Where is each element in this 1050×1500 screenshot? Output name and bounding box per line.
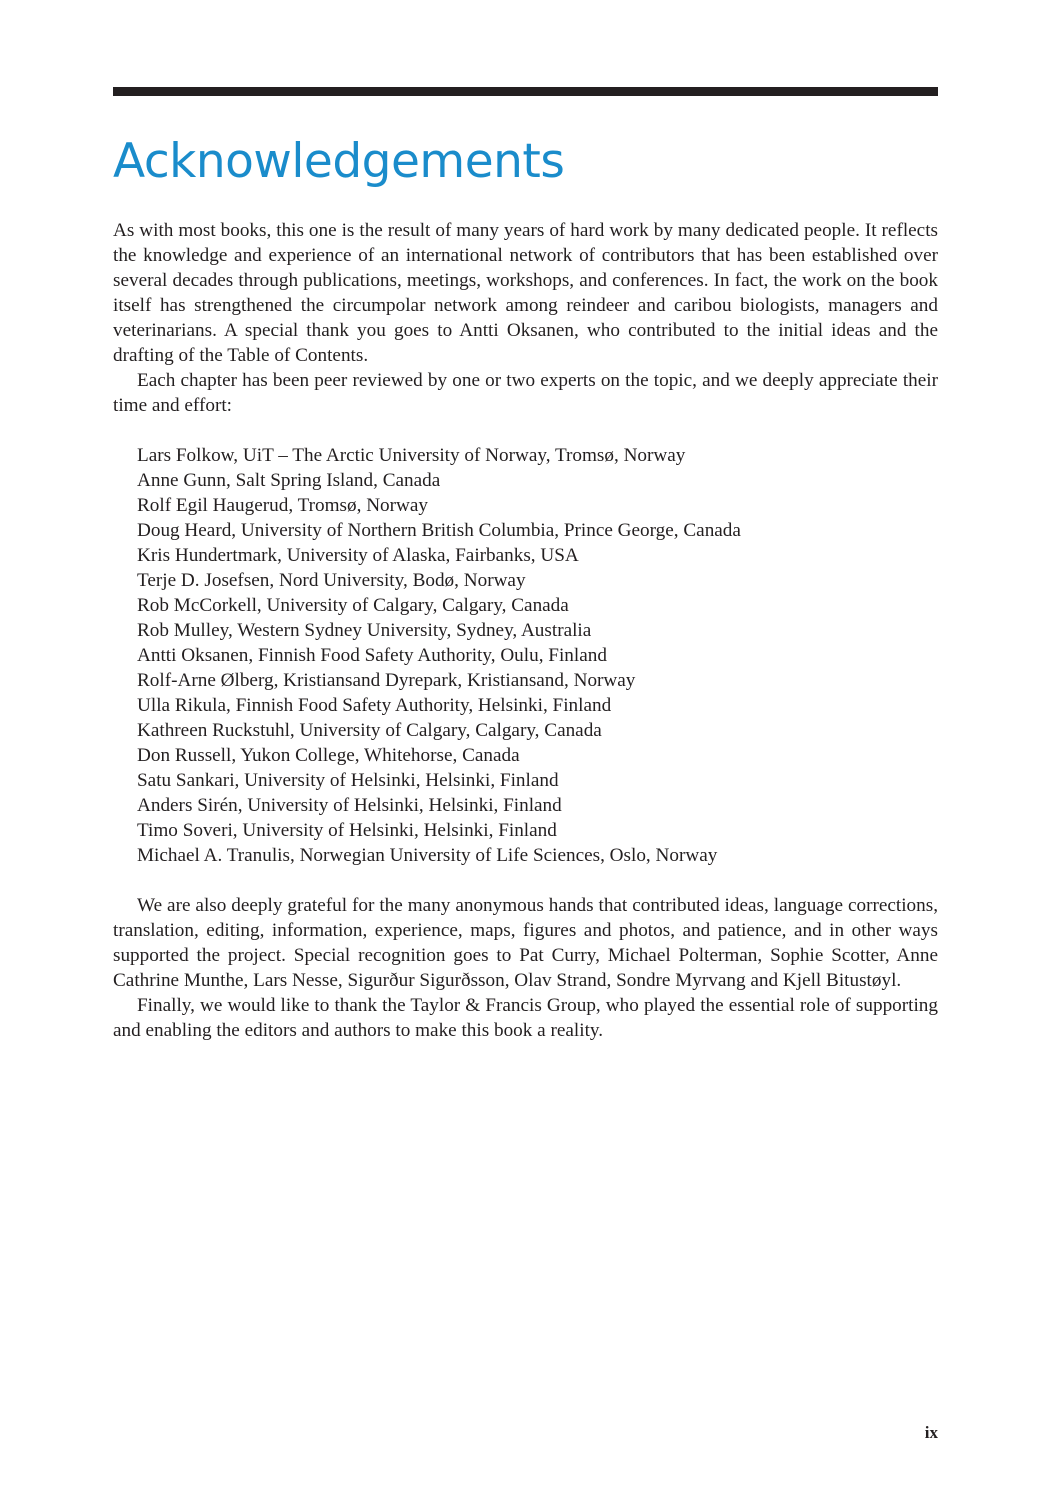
reviewer-item: Michael A. Tranulis, Norwegian University of Life Sciences, Oslo, Norway xyxy=(137,845,718,866)
reviewer-item: Timo Soveri, University of Helsinki, Helsinki, Finland xyxy=(137,820,557,841)
intro-paragraph: As with most books, this one is the result of many years of hard work by many dedicated people. It reflects the knowledge and experience of an international network of contributors that has been established over several decades through publications, meetings, workshops, and conferences. In fact, the work on the book itself has strengthened the circumpolar network among reindeer and caribou biologists, managers and veterinarians. A special thank you goes to Antti Oksanen, who contributed to the initial ideas and the drafting of the Table of Contents. xyxy=(113,220,938,366)
page-number: ix xyxy=(924,1423,938,1442)
reviewer-item: Anders Sirén, University of Helsinki, Helsinki, Finland xyxy=(137,795,562,816)
acknowledgements-body xyxy=(113,218,938,1043)
reviewer-item: Rob Mulley, Western Sydney University, Sydney, Australia xyxy=(137,620,592,641)
gratitude-paragraph: We are also deeply grateful for the many anonymous hands that contributed ideas, language corrections, translation, editing, information, experience, maps, figures and photos, and patience, and in other ways supported the project. Special recognition goes to Pat Curry, Michael Polterman, Sophie Scotter, Anne Cathrine Munthe, Lars Nesse, Sigurður Sigurðsson, Olav Strand, Sondre Myrvang and Kjell Bitustøyl. xyxy=(113,895,938,991)
reviewer-item: Rolf Egil Haugerud, Tromsø, Norway xyxy=(137,495,428,516)
reviewer-item: Rob McCorkell, University of Calgary, Calgary, Canada xyxy=(137,595,569,616)
reviewer-item: Kris Hundertmark, University of Alaska, Fairbanks, USA xyxy=(137,545,579,566)
book-page xyxy=(113,0,938,1500)
reviewer-item: Kathreen Ruckstuhl, University of Calgary, Calgary, Canada xyxy=(137,720,602,741)
reviewer-item: Rolf-Arne Ølberg, Kristiansand Dyrepark, Kristiansand, Norway xyxy=(137,670,636,691)
reviewer-item: Antti Oksanen, Finnish Food Safety Authority, Oulu, Finland xyxy=(137,645,607,666)
reviewer-item: Lars Folkow, UiT – The Arctic University of Norway, Tromsø, Norway xyxy=(137,445,686,466)
reviewer-item: Anne Gunn, Salt Spring Island, Canada xyxy=(137,470,441,491)
publisher-thanks-paragraph: Finally, we would like to thank the Taylor & Francis Group, who played the essential role of supporting and enabling the editors and authors to make this book a reality. xyxy=(113,995,938,1041)
reviewer-item: Don Russell, Yukon College, Whitehorse, Canada xyxy=(137,745,520,766)
reviewer-item: Ulla Rikula, Finnish Food Safety Authority, Helsinki, Finland xyxy=(137,695,612,716)
top-rule xyxy=(113,87,938,96)
reviewer-item: Satu Sankari, University of Helsinki, Helsinki, Finland xyxy=(137,770,559,791)
reviewer-list xyxy=(113,443,938,868)
reviewer-item: Doug Heard, University of Northern British Columbia, Prince George, Canada xyxy=(137,520,741,541)
page-title: Acknowledgements xyxy=(113,134,565,189)
reviewer-item: Terje D. Josefsen, Nord University, Bodø, Norway xyxy=(137,570,526,591)
review-paragraph: Each chapter has been peer reviewed by one or two experts on the topic, and we deeply appreciate their time and effort: xyxy=(113,370,938,416)
